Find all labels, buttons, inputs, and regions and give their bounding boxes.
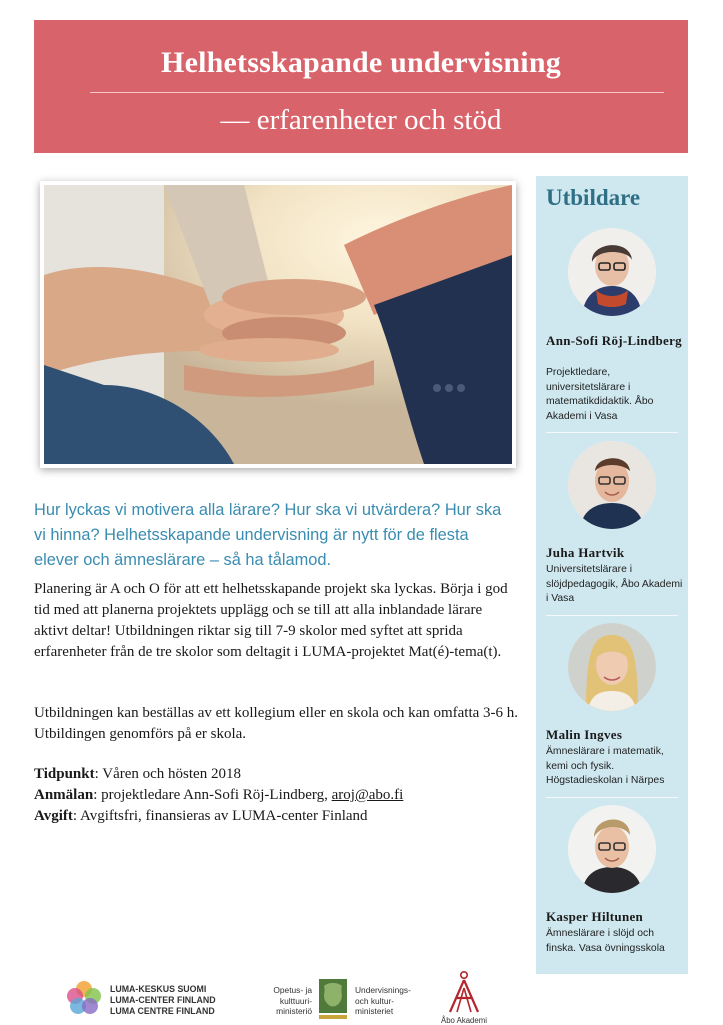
lead-paragraph: Hur lyckas vi motivera alla lärare? Hur ska vi utvärdera? Hur ska vi hinna? Helhetsskapande undervisning är nytt för de flesta elever och ämneslärare – så ha tålamod. [34, 501, 502, 569]
trainer-name: Ann-Sofi Röj-Lindberg [546, 333, 682, 348]
trainer-divider [546, 615, 678, 616]
body-paragraph-ordering: Utbildningen kan beställas av ett kollegium eller en skola och kan omfatta 3-6 h. Utbildingen genomförs på er skola. [34, 705, 519, 742]
detail-signup-label: Anmälan [34, 787, 94, 803]
detail-signup-value: : projektledare Ann-Sofi Röj-Lindberg, [93, 787, 332, 803]
stacked-hands-photo-icon [44, 185, 512, 464]
luma-line-fi: LUMA-KESKUS SUOMI [110, 984, 207, 994]
avatar [568, 441, 656, 529]
abo-akademi-logo-icon [444, 970, 484, 1014]
page-subtitle: — erfarenheter och stöd [220, 104, 502, 136]
trainers-sidebar [536, 176, 688, 974]
luma-line-en: LUMA CENTRE FINLAND [110, 1006, 215, 1016]
trainer-role: Universitetslärare i slöjdpedagogik, Åbo Akademi i Vasa [546, 564, 683, 604]
signup-email-link[interactable]: aroj@abo.fi [331, 787, 404, 803]
luma-line-sv: LUMA-CENTER FINLAND [110, 995, 216, 1005]
detail-time-value: : Våren och hösten 2018 [94, 766, 241, 782]
detail-time [34, 764, 520, 785]
avatar [568, 228, 656, 316]
trainer-name: Kasper Hiltunen [546, 909, 644, 924]
ministry-sv-line: ministeriet [355, 1006, 394, 1016]
person-avatar-icon [568, 805, 656, 893]
detail-time-label: Tidpunkt [34, 766, 95, 782]
trainer-role: Ämneslärare i slöjd och finska. Vasa övningsskola [546, 928, 665, 954]
header-divider [90, 92, 664, 93]
ministry-fi-line: kulttuuri- [279, 995, 312, 1006]
luma-logo-text [110, 984, 216, 1017]
ministry-fi-line: ministeriö [276, 1006, 312, 1016]
page-title: Helhetsskapande undervisning [161, 46, 561, 79]
person-avatar-icon [568, 623, 656, 711]
luma-flower-logo-icon [64, 978, 104, 1018]
detail-fee-label: Avgift [34, 808, 73, 824]
detail-signup [34, 785, 520, 806]
person-avatar-icon [568, 228, 656, 316]
partner-logos [0, 962, 723, 1024]
trainer-divider [546, 432, 678, 433]
detail-fee-value: : Avgiftsfri, finansieras av LUMA-center Finland [72, 808, 368, 824]
trainer-role: Ämneslärare i matematik, kemi och fysik. Högstadieskolan i Närpes [546, 746, 665, 786]
hero-photo [40, 181, 516, 468]
trainer-name: Juha Hartvik [546, 545, 625, 560]
event-details [34, 764, 520, 827]
trainer-name: Malin Ingves [546, 727, 623, 742]
page-header [34, 20, 688, 153]
ministry-name-sv [355, 985, 411, 1017]
ministry-crest-icon [318, 978, 348, 1020]
sidebar-title: Utbildare [546, 185, 641, 210]
abo-akademi-name: Åbo Akademi [441, 1016, 487, 1025]
body-paragraph-planning: Planering är A och O för att ett helhetsskapande projekt ska lyckas. Börja i god tid med att planerna projektets upplägg och se till att alla inblandade lärare aktivt deltar! Utbildningen riktar sig till 7-9 skolor med syftet att sprida erfarenheter från de tre skolor som deltagit i LUMA-projektet Mat(é)-tema(t). [34, 581, 508, 660]
trainer-divider [546, 797, 678, 798]
avatar [568, 805, 656, 893]
ministry-name-fi [264, 985, 312, 1017]
avatar [568, 623, 656, 711]
ministry-sv-line: Undervisnings- [355, 985, 411, 995]
ministry-sv-line: och kultur- [355, 995, 395, 1006]
detail-fee [34, 806, 520, 827]
person-avatar-icon [568, 441, 656, 529]
ministry-fi-line: Opetus- ja [273, 985, 312, 995]
trainer-role: Projektledare, universitetslärare i matematikdidaktik. Åbo Akademi i Vasa [546, 367, 654, 422]
